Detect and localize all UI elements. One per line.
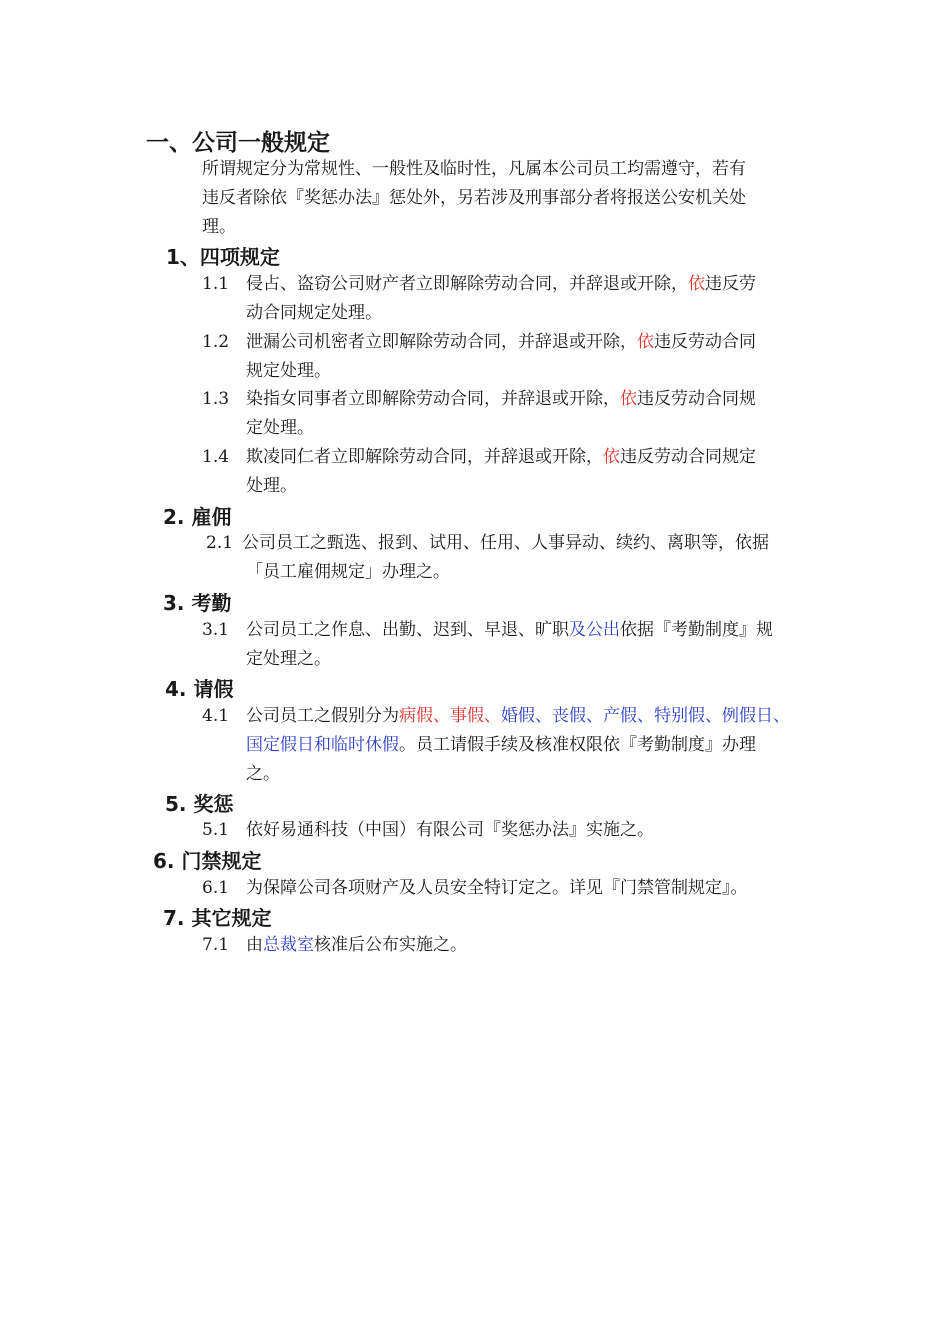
section-title: 一、公司一般规定 [146, 130, 330, 156]
intro-line-2: 违反者除依『奖惩办法』惩处外，另若涉及刑事部分者将报送公安机关处 [202, 188, 746, 208]
item-1-2-line-1: 泄漏公司机密者立即解除劳动合同，并辞退或开除，依违反劳动合同 [246, 332, 756, 352]
item-3-1-line-1: 公司员工之作息、出勤、迟到、早退、旷职及公出依据『考勤制度』规 [246, 620, 773, 640]
item-7-1-line-1: 由总裁室核准后公布实施之。 [246, 935, 467, 955]
heading-rewards: 5. 奖惩 [165, 792, 234, 816]
item-number: 3.1 [202, 620, 230, 640]
intro-line-1: 所谓规定分为常规性、一般性及临时性，凡属本公司员工均需遵守，若有 [202, 159, 746, 179]
heading-four-rules: 1、四项规定 [166, 245, 280, 269]
item-number: 5.1 [202, 820, 230, 840]
item-1-2-line-2: 规定处理。 [246, 361, 331, 381]
item-4-1-line-3: 之。 [246, 764, 280, 784]
heading-attendance: 3. 考勤 [163, 591, 232, 615]
item-1-3-line-1: 染指女同事者立即解除劳动合同，并辞退或开除，依违反劳动合同规 [246, 389, 756, 409]
item-number: 4.1 [202, 706, 230, 726]
item-1-4-line-1: 欺凌同仁者立即解除劳动合同，并辞退或开除，依违反劳动合同规定 [246, 447, 756, 467]
heading-leave: 4. 请假 [165, 677, 234, 701]
item-2-1-line-2: 「员工雇佣规定」办理之。 [246, 562, 450, 582]
heading-other-rules: 7. 其它规定 [163, 906, 272, 930]
item-4-1-line-1: 公司员工之假别分为病假、事假、婚假、丧假、产假、特别假、例假日、 [246, 706, 790, 726]
intro-line-3: 理。 [202, 217, 236, 237]
item-number: 7.1 [202, 935, 230, 955]
heading-employment: 2. 雇佣 [163, 505, 232, 529]
item-number: 1.2 [202, 332, 230, 352]
item-number: 1.1 [202, 274, 230, 294]
item-1-1-line-1: 侵占、盗窃公司财产者立即解除劳动合同，并辞退或开除，依违反劳 [246, 274, 756, 294]
item-number: 6.1 [202, 878, 230, 898]
item-1-1-line-2: 动合同规定处理。 [246, 303, 382, 323]
item-number: 2.1 [206, 533, 234, 553]
heading-access-control: 6. 门禁规定 [153, 849, 262, 873]
item-3-1-line-2: 定处理之。 [246, 649, 331, 669]
item-2-1-line-1: 公司员工之甄选、报到、试用、任用、人事异动、续约、离职等，依据 [242, 533, 769, 553]
item-number: 1.3 [202, 389, 230, 409]
item-number: 1.4 [202, 447, 230, 467]
item-1-3-line-2: 定处理。 [246, 418, 314, 438]
item-5-1-line-1: 依好易通科技（中国）有限公司『奖惩办法』实施之。 [246, 820, 654, 840]
item-4-1-line-2: 国定假日和临时休假。员工请假手续及核准权限依『考勤制度』办理 [246, 735, 756, 755]
item-6-1-line-1: 为保障公司各项财产及人员安全特订定之。详见『门禁管制规定』。 [246, 878, 748, 898]
item-1-4-line-2: 处理。 [246, 476, 297, 496]
